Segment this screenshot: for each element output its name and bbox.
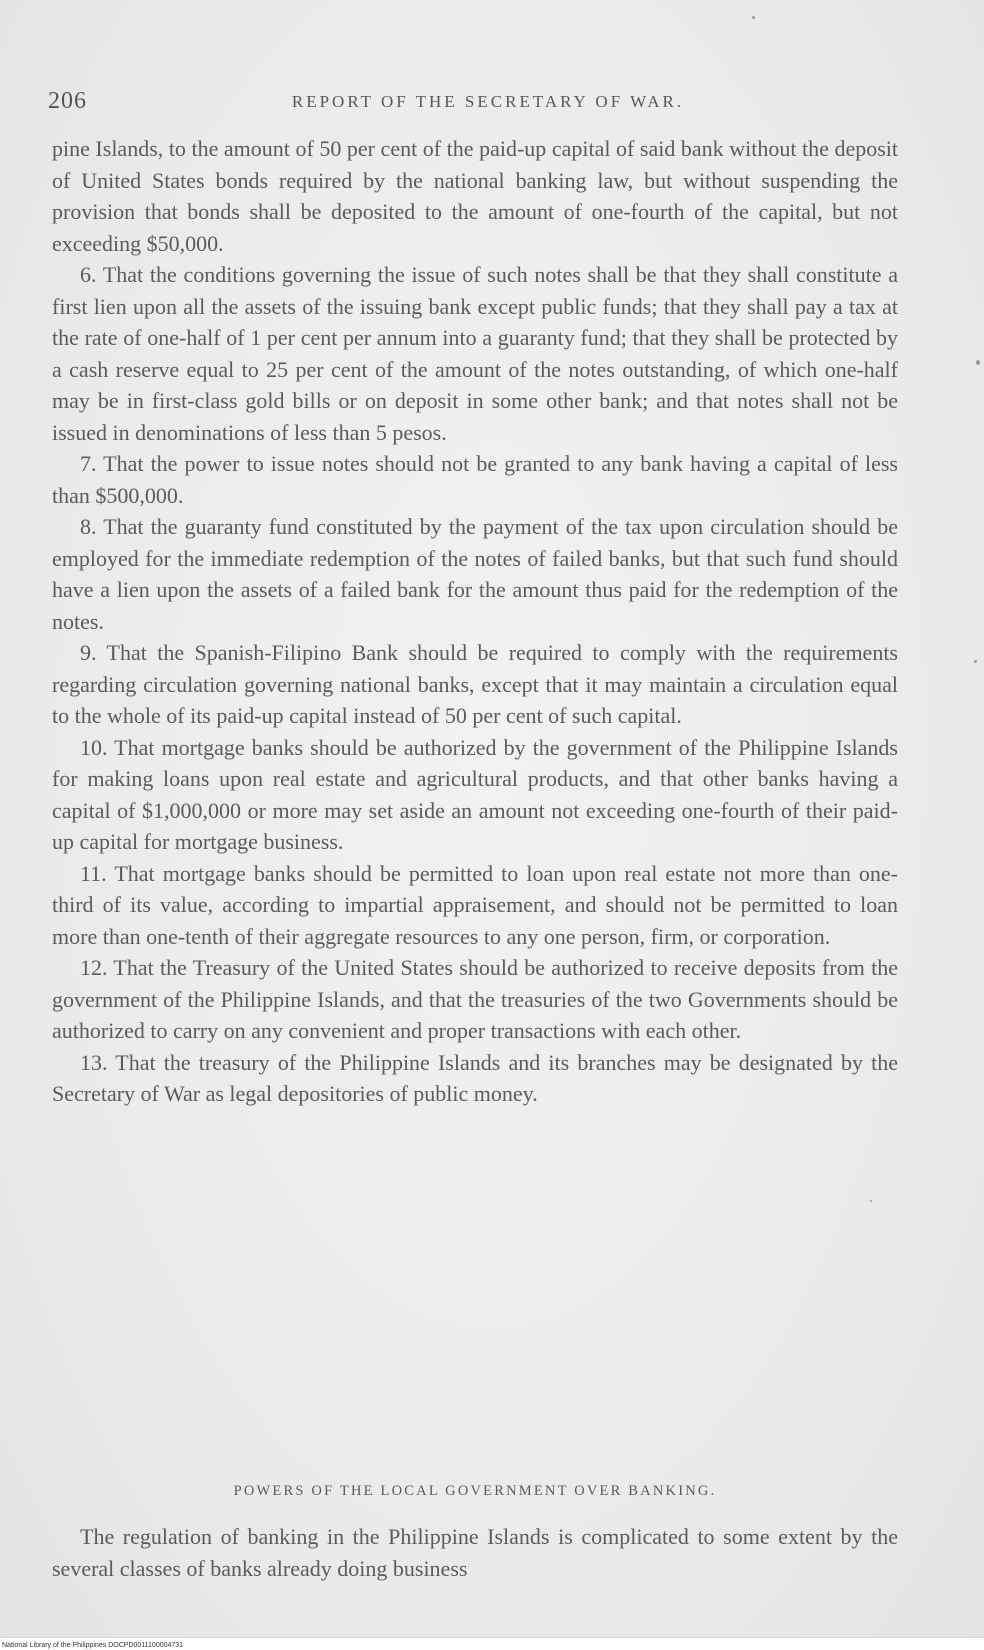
paragraph-continuation: pine Islands, to the amount of 50 per cent of the paid-up capital of said bank without the deposit of United States bonds required by the national banking law, but without suspending the provision that bonds shall be deposited to the amount of one-fourth of the capital, but not exceeding $50,000. [52,136,898,256]
paragraph-item-9: 9. That the Spanish-Filipino Bank should be required to comply with the requirements regarding circulation governing national banks, except that it may maintain a circulation equal to the whole of its paid-up capital instead of 50 per cent of such capital. [52,640,898,728]
section-heading: POWERS OF THE LOCAL GOVERNMENT OVER BANKING. [233,1483,717,1499]
scan-speck [976,360,980,365]
body-text [52,133,898,1110]
footer-text: National Library of the Philippines DOCPD0011100004731 [2,1642,184,1649]
footer-strip [0,1637,984,1650]
running-head: REPORT OF THE SECRETARY OF WAR. [291,92,685,111]
paragraph-item-7: 7. That the power to issue notes should not be granted to any bank having a capital of less than $500,000. [52,451,898,508]
page-number: 206 [48,88,87,114]
scan-speck [974,660,977,663]
scan-speck [870,1200,872,1202]
paragraph-item-12: 12. That the Treasury of the United States should be authorized to receive deposits from the government of the Philippine Islands, and that the treasuries of the two Governments should be authorized to carry on any convenient and proper transactions with each other. [52,955,898,1043]
paragraph-item-10: 10. That mortgage banks should be authorized by the government of the Philippine Islands for making loans upon real estate and agricultural products, and that other banks having a capital of $1,000,000 or more may set aside an amount not exceeding one-fourth of their paid-up capital for mortgage business. [52,734,898,854]
page-header [48,88,898,118]
paragraph-item-13: 13. That the treasury of the Philippine Islands and its branches may be designated by the Secretary of War as legal depositories of public money. [52,1049,898,1106]
paragraph-item-6: 6. That the conditions governing the issue of such notes shall be that they shall constitute a first lien upon all the assets of the issuing bank except public funds; that they shall pay a tax at the rate of one-half of 1 per cent per annum into a guaranty fund; that they shall be protected by a cash reserve equal to 25 per cent of the amount of the notes outstanding, of which one-half may be in first-class gold bills or on deposit in some other bank; and that notes shall not be issued in denominations of less than 5 pesos. [52,262,898,445]
paragraph-item-11: 11. That mortgage banks should be permitted to loan upon real estate not more than one-third of its value, according to impartial appraisement, and should not be permitted to loan more than one-tenth of their aggregate resources to any one person, firm, or corporation. [52,860,898,949]
paragraph-closing: The regulation of banking in the Philippine Islands is complicated to some extent by the several classes of banks already doing business [52,1524,898,1581]
scan-speck [752,16,755,19]
paragraph-item-8: 8. That the guaranty fund constituted by the payment of the tax upon circulation should be employed for the immediate redemption of the notes of failed banks, but that such fund should have a lien upon the assets of a failed bank for the amount thus paid for the redemption of the notes. [52,514,898,634]
closing-text [52,1521,898,1585]
